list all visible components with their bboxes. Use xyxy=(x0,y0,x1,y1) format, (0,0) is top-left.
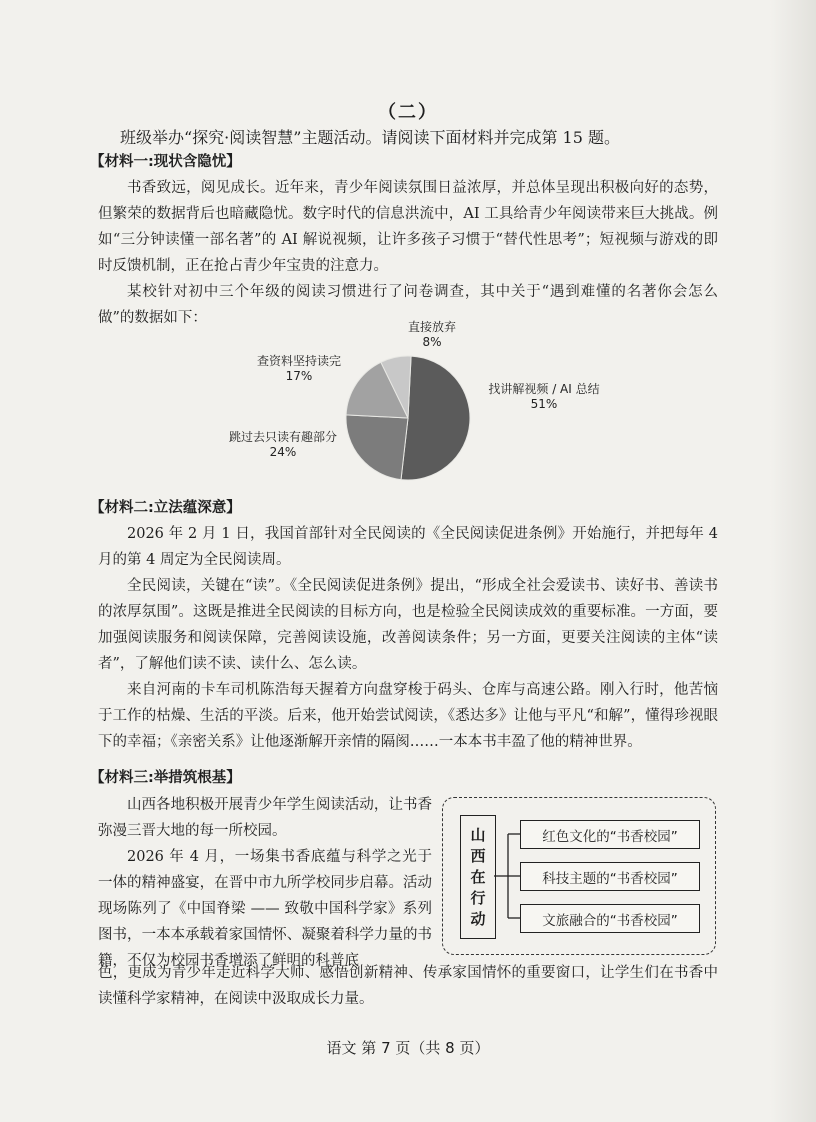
category-label-skip: 跳过去只读有趣部分 xyxy=(228,430,337,444)
diagram-center-box xyxy=(460,815,496,939)
center-char: 山 xyxy=(470,825,486,844)
material-3-paragraph-1: 山西各地积极开展青少年学生阅读活动，让书香弥漫三晋大地的每一所校园。 xyxy=(98,797,432,839)
material-1-paragraph-2: 某校针对初中三个年级的阅读习惯进行了问卷调查，其中关于“遇到难懂的名著你会怎么做”的数据如下： xyxy=(98,284,718,326)
material-1-paragraph-1: 书香致远，阅见成长。近年来，青少年阅读氛围日益浓厚，并总体呈现出积极向好的态势，但繁荣的数据背后也暗藏隐忧。数字时代的信息洪流中，AI 工具给青少年阅读带来巨大挑战。例如“三分钟读懂一部名著”的 AI 解说视频，让许多孩子习惯于“替代性思考”；短视频与游戏的即时反馈机制，正在抢占青少年宝贵的注意力。 xyxy=(98,180,718,274)
diagram-item-tech: 科技主题的“书香校园” xyxy=(520,862,700,891)
legend-label-skip xyxy=(208,428,358,459)
center-char: 行 xyxy=(470,888,486,907)
page-footer: 语文 第 7 页（共 8 页） xyxy=(326,1039,490,1057)
pie-slice-video-ai xyxy=(401,356,470,480)
center-char: 在 xyxy=(470,867,486,886)
material-3-left-column xyxy=(98,792,432,974)
legend-label-video-ai xyxy=(474,380,614,411)
section-title: （二） xyxy=(378,102,438,123)
value-label-video-ai: 51% xyxy=(530,397,558,411)
value-label-skip: 24% xyxy=(269,445,297,459)
material-1-heading: 【材料一:现状含隐忧】 xyxy=(90,154,241,170)
diagram-item-red-culture: 红色文化的“书香校园” xyxy=(520,820,700,849)
intro-text: 班级举办“探究·阅读智慧”主题活动。请阅读下面材料并完成第 15 题。 xyxy=(120,128,620,147)
material-2-heading: 【材料二:立法蕴深意】 xyxy=(90,500,241,516)
diagram-item-culture-tourism: 文旅融合的“书香校园” xyxy=(520,904,700,933)
material-3-paragraph-2: 2026 年 4 月，一场集书香底蕴与科学之光于一体的精神盛宴，在晋中市九所学校同步启幕。活动现场陈列了《中国脊梁 —— 致敬中国科学家》系列图书，一本本承载着家国情怀、凝聚着科学力量的书籍，不仅为校园书香增添了鲜明的科普底 xyxy=(98,849,432,969)
category-label-video-ai: 找讲解视频 / AI 总结 xyxy=(488,382,600,396)
material-3-continuation xyxy=(98,960,718,1012)
material-2 xyxy=(90,496,718,755)
legend-label-research xyxy=(234,352,364,383)
value-label-give-up: 8% xyxy=(422,335,442,349)
center-char: 动 xyxy=(470,909,486,928)
material-1 xyxy=(90,150,718,331)
material-2-paragraph-2: 全民阅读，关键在“读”。《全民阅读促进条例》提出，“形成全社会爱读书、读好书、善读书的浓厚氛围”。这既是推进全民阅读的目标方向，也是检验全民阅读成效的重要标准。一方面，要加强阅读服务和阅读保障，完善阅读设施，改善阅读条件；另一方面，更要关注阅读的主体“读者”，了解他们读不读、读什么、怎么读。 xyxy=(98,578,718,672)
material-2-paragraph-1: 2026 年 2 月 1 日，我国首部针对全民阅读的《全民阅读促进条例》开始施行，并把每年 4 月的第 4 周定为全民阅读周。 xyxy=(98,526,718,568)
category-label-give-up: 直接放弃 xyxy=(407,320,456,334)
category-label-research: 查资料坚持读完 xyxy=(256,354,341,368)
material-3-heading: 【材料三:举措筑根基】 xyxy=(90,770,241,786)
page-edge-shadow xyxy=(770,0,816,1122)
material-3-paragraph-2-continued: 色，更成为青少年走近科学大师、感悟创新精神、传承家国情怀的重要窗口，让学生们在书香中读懂科学家精神，在阅读中汲取成长力量。 xyxy=(98,965,718,1007)
value-label-research: 17% xyxy=(285,369,313,383)
center-char: 西 xyxy=(470,846,486,865)
legend-label-give-up xyxy=(392,318,472,349)
material-2-paragraph-3: 来自河南的卡车司机陈浩每天握着方向盘穿梭于码头、仓库与高速公路。刚入行时，他苦恼于工作的枯燥、生活的平淡。后来，他开始尝试阅读，《悉达多》让他与平凡“和解”，懂得珍视眼下的幸福；《亲密关系》让他逐渐解开亲情的隔阂……一本本书丰盈了他的精神世界。 xyxy=(98,682,718,750)
